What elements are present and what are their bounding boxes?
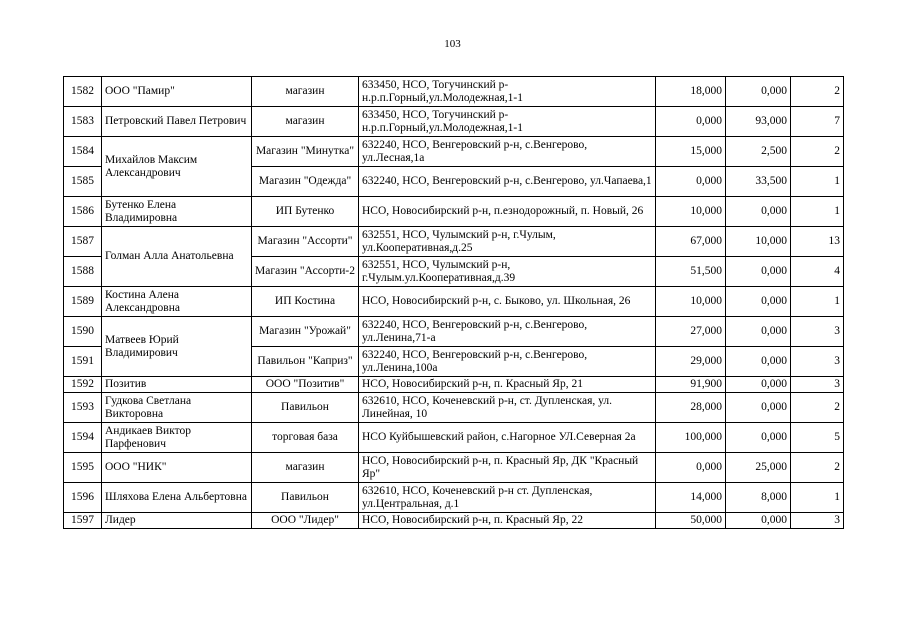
address: 632240, НСО, Венгеровский р-н, с.Венгерово, ул.Ленина,100а <box>359 347 656 377</box>
value-3: 3 <box>791 513 844 529</box>
facility-type: торговая база <box>252 423 359 453</box>
value-3: 1 <box>791 483 844 513</box>
owner-name: ООО "Памир" <box>102 77 252 107</box>
facility-type: Магазин "Минутка" <box>252 137 359 167</box>
value-1: 29,000 <box>656 347 726 377</box>
value-1: 27,000 <box>656 317 726 347</box>
address: 632551, НСО, Чулымский р-н, г.Чулым.ул.Кооперативная,д.39 <box>359 257 656 287</box>
owner-name: Андикаев Виктор Парфенович <box>102 423 252 453</box>
owner-name: Михайлов Максим Александрович <box>102 137 252 197</box>
row-number: 1597 <box>64 513 102 529</box>
value-1: 14,000 <box>656 483 726 513</box>
owner-name: Петровский Павел Петрович <box>102 107 252 137</box>
row-number: 1587 <box>64 227 102 257</box>
value-1: 10,000 <box>656 287 726 317</box>
table-row <box>64 377 844 393</box>
value-2: 0,000 <box>726 377 791 393</box>
value-2: 0,000 <box>726 347 791 377</box>
value-2: 33,500 <box>726 167 791 197</box>
value-1: 51,500 <box>656 257 726 287</box>
facility-type: Павильон <box>252 483 359 513</box>
table-row <box>64 107 844 137</box>
value-3: 3 <box>791 317 844 347</box>
value-3: 2 <box>791 77 844 107</box>
value-2: 0,000 <box>726 77 791 107</box>
address: НСО, Новосибирский р-н, п. Красный Яр, 21 <box>359 377 656 393</box>
value-1: 67,000 <box>656 227 726 257</box>
value-1: 91,900 <box>656 377 726 393</box>
address: 633450, НСО, Тогучинский р-н.р.п.Горный,ул.Молодежная,1-1 <box>359 107 656 137</box>
facility-type: Магазин "Одежда" <box>252 167 359 197</box>
facility-type: Магазин "Ассорти" <box>252 227 359 257</box>
value-3: 13 <box>791 227 844 257</box>
address: 632610, НСО, Коченевский р-н, ст. Дупленская, ул. Линейная, 10 <box>359 393 656 423</box>
row-number: 1586 <box>64 197 102 227</box>
value-3: 1 <box>791 197 844 227</box>
facility-type: ООО "Лидер" <box>252 513 359 529</box>
facility-type: Павильон <box>252 393 359 423</box>
table-row <box>64 483 844 513</box>
value-3: 2 <box>791 393 844 423</box>
address: 633450, НСО, Тогучинский р-н.р.п.Горный,ул.Молодежная,1-1 <box>359 77 656 107</box>
owner-name: Матвеев Юрий Владимирович <box>102 317 252 377</box>
address: 632240, НСО, Венгеровский р-н, с.Венгерово, ул.Ленина,71-а <box>359 317 656 347</box>
owner-name: ООО "НИК" <box>102 453 252 483</box>
value-3: 3 <box>791 347 844 377</box>
table-row <box>64 317 844 347</box>
value-3: 2 <box>791 137 844 167</box>
owner-name: Бутенко Елена Владимировна <box>102 197 252 227</box>
address: 632240, НСО, Венгеровский р-н, с.Венгерово, ул.Чапаева,1 <box>359 167 656 197</box>
value-1: 0,000 <box>656 453 726 483</box>
value-3: 4 <box>791 257 844 287</box>
value-2: 0,000 <box>726 513 791 529</box>
facility-type: ООО "Позитив" <box>252 377 359 393</box>
owner-name: Лидер <box>102 513 252 529</box>
facility-type: Павильон "Каприз" <box>252 347 359 377</box>
value-2: 0,000 <box>726 257 791 287</box>
table-row <box>64 137 844 167</box>
value-3: 5 <box>791 423 844 453</box>
table-row <box>64 77 844 107</box>
table-row <box>64 197 844 227</box>
value-2: 0,000 <box>726 197 791 227</box>
table-row <box>64 453 844 483</box>
row-number: 1596 <box>64 483 102 513</box>
address: 632610, НСО, Коченевский р-н ст. Дупленская, ул.Центральная, д.1 <box>359 483 656 513</box>
value-3: 3 <box>791 377 844 393</box>
owner-name: Шляхова Елена Альбертовна <box>102 483 252 513</box>
value-2: 10,000 <box>726 227 791 257</box>
page-number: 103 <box>444 38 461 50</box>
value-1: 10,000 <box>656 197 726 227</box>
row-number: 1591 <box>64 347 102 377</box>
owner-name: Позитив <box>102 377 252 393</box>
address: НСО Куйбышевский район, с.Нагорное УЛ.Северная 2а <box>359 423 656 453</box>
value-3: 7 <box>791 107 844 137</box>
address: НСО, Новосибирский р-н, п.езнодорожный, п. Новый, 26 <box>359 197 656 227</box>
table-row <box>64 513 844 529</box>
value-1: 28,000 <box>656 393 726 423</box>
row-number: 1585 <box>64 167 102 197</box>
row-number: 1594 <box>64 423 102 453</box>
facility-type: магазин <box>252 77 359 107</box>
value-1: 18,000 <box>656 77 726 107</box>
value-2: 93,000 <box>726 107 791 137</box>
table-row <box>64 287 844 317</box>
value-3: 2 <box>791 453 844 483</box>
facility-type: ИП Костина <box>252 287 359 317</box>
table-row <box>64 423 844 453</box>
registry-table <box>63 76 844 529</box>
value-2: 2,500 <box>726 137 791 167</box>
value-1: 0,000 <box>656 107 726 137</box>
facility-type: Магазин "Урожай" <box>252 317 359 347</box>
owner-name: Голман Алла Анатольевна <box>102 227 252 287</box>
address: НСО, Новосибирский р-н, п. Красный Яр, ДК "Красный Яр" <box>359 453 656 483</box>
value-1: 0,000 <box>656 167 726 197</box>
row-number: 1588 <box>64 257 102 287</box>
row-number: 1593 <box>64 393 102 423</box>
row-number: 1592 <box>64 377 102 393</box>
address: НСО, Новосибирский р-н, с. Быково, ул. Школьная, 26 <box>359 287 656 317</box>
facility-type: магазин <box>252 107 359 137</box>
row-number: 1583 <box>64 107 102 137</box>
row-number: 1589 <box>64 287 102 317</box>
owner-name: Костина Алена Александровна <box>102 287 252 317</box>
row-number: 1584 <box>64 137 102 167</box>
address: НСО, Новосибирский р-н, п. Красный Яр, 22 <box>359 513 656 529</box>
facility-type: магазин <box>252 453 359 483</box>
table-row <box>64 227 844 257</box>
value-2: 8,000 <box>726 483 791 513</box>
facility-type: Магазин "Ассорти-2 <box>252 257 359 287</box>
row-number: 1590 <box>64 317 102 347</box>
address: 632551, НСО, Чулымский р-н, г.Чулым, ул.Кооперативная,д.25 <box>359 227 656 257</box>
row-number: 1582 <box>64 77 102 107</box>
value-2: 25,000 <box>726 453 791 483</box>
value-2: 0,000 <box>726 423 791 453</box>
value-3: 1 <box>791 287 844 317</box>
value-1: 15,000 <box>656 137 726 167</box>
owner-name: Гудкова Светлана Викторовна <box>102 393 252 423</box>
facility-type: ИП Бутенко <box>252 197 359 227</box>
value-1: 100,000 <box>656 423 726 453</box>
address: 632240, НСО, Венгеровский р-н, с.Венгерово, ул.Лесная,1а <box>359 137 656 167</box>
row-number: 1595 <box>64 453 102 483</box>
value-1: 50,000 <box>656 513 726 529</box>
value-2: 0,000 <box>726 287 791 317</box>
value-3: 1 <box>791 167 844 197</box>
table-row <box>64 393 844 423</box>
value-2: 0,000 <box>726 317 791 347</box>
value-2: 0,000 <box>726 393 791 423</box>
